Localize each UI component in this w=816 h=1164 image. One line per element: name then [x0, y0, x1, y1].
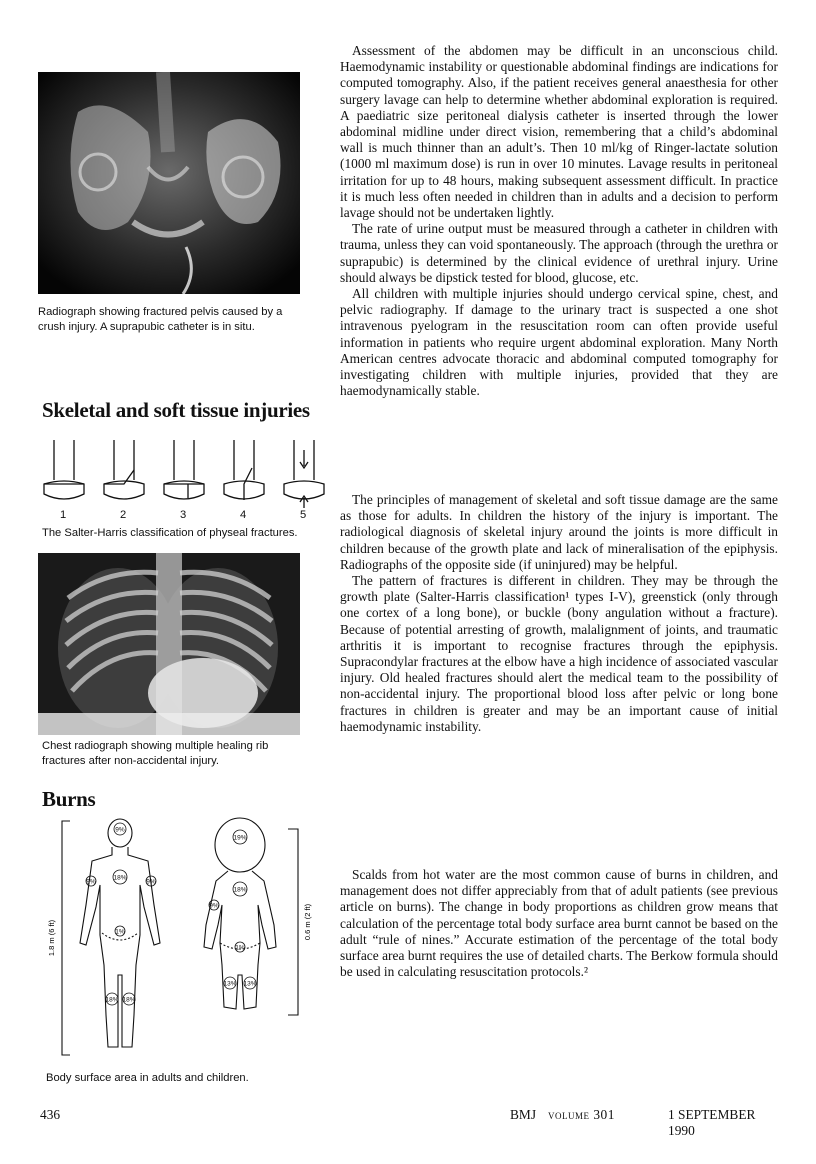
adult-perineum-pct: 1%	[115, 928, 125, 936]
burns-heading: Burns	[42, 787, 96, 811]
skeletal-heading: Skeletal and soft tissue injuries	[42, 398, 310, 422]
child-head-pct: 19%	[233, 834, 247, 842]
child-arm-pct: 9%	[209, 902, 219, 910]
journal-name: BMJ	[510, 1107, 537, 1122]
adult-trunk-pct: 18%	[113, 874, 127, 882]
body-chart-caption: Body surface area in adults and children.	[46, 1072, 249, 1084]
issue-date: 1 SEPTEMBER 1990	[668, 1107, 756, 1138]
sh-type-1-label: 1	[60, 509, 67, 521]
page-footer	[40, 1107, 780, 1138]
adult-height-label: 1.8 m (6 ft)	[47, 919, 56, 957]
abdomen-section	[340, 43, 778, 399]
pelvis-radiograph	[38, 72, 300, 294]
chest-radiograph-image	[38, 553, 300, 735]
sh-type-2-label: 2	[120, 509, 127, 521]
abdomen-paragraph-1: Assessment of the abdomen may be difficult in an unconscious child. Haemodynamic instability or questionable abdominal findings are indications for computed tomography. Also, if the patient receives general anaesthesia for other surgery lavage can help to determine whether abdominal exploration is required. A paediatric size peritoneal dialysis catheter is inserted through the lower abdominal midline under direct vision, remembering that a child’s abdominal wall is much thinner than an adult’s. Then 10 ml/kg of Ringer-lactate solution (1000 ml maximum dose) is run in over 10 minutes. Lavage results in peritoneal irritation for up to 48 hours, making subsequent assessment difficult. In practice it is much less often needed in children than in adults and a decision to perform lavage should not be undertaken lightly.	[340, 43, 778, 221]
child-trunk-pct: 18%	[233, 886, 247, 894]
adult-arm-right-pct: 9%	[86, 878, 96, 886]
body-surface-figures	[40, 815, 330, 1065]
abdomen-paragraph-2: The rate of urine output must be measured through a catheter in children with trauma, unless they can void spontaneously. The approach (through the urethra or suprapubic) is determined by the clinical evidence of urethral injury. Urine should always be dipstick tested for blood, glucose, etc.	[340, 221, 778, 285]
child-height-label: 0.6 m (2 ft)	[303, 903, 312, 941]
child-perineum-pct: 1%	[235, 944, 245, 952]
abdomen-paragraph-3: All children with multiple injuries should undergo cervical spine, chest, and pelvic radiography. If damage to the urinary tract is suspected a one shot intravenous pyelogram in the resuscitation room can often provide useful information in patients who require urgent abdominal exploration. Many North American centres advocate thoracic and abdominal computed tomography for investigating children with multiple injuries, provided that they are haemodynamically stable.	[340, 286, 778, 399]
pelvis-caption: Radiograph showing fractured pelvis caused by a crush injury. A suprapubic catheter is in situ.	[38, 306, 283, 333]
skeletal-paragraph-1: The principles of management of skeletal and soft tissue damage are the same as those for adults. In children the history of the injury is important. The radiological diagnosis of skeletal injury around the joints is more difficult in children because of the growth plate and lack of mineralisation of the epiphysis. Radiographs of the opposite side (if uninjured) may be helpful.	[340, 492, 778, 572]
chest-caption: Chest radiograph showing multiple healing rib fractures after non-accidental injury.	[42, 740, 269, 767]
burns-section	[340, 867, 778, 980]
page-number: 436	[40, 1107, 61, 1122]
skeletal-paragraph-2: The pattern of fractures is different in children. They may be through the growth plate (Salter-Harris classification¹ types I-V), greenstick (only through one cortex of a long bone), or buckle (bony angulation without a fracture). Because of potential arresting of growth, malalignment of joints, and traumatic arthritis it is important to recognise fractures through the epiphysis. Supracondylar fractures at the elbow have a high incidence of associated vascular injury. Old healed fractures should alert the medical team to the possibility of non-accidental injury. The proportional blood loss after pelvic or long bone fractures in children is greater and may be an important cause of initial haemodynamic instability.	[340, 573, 778, 734]
burns-paragraph: Scalds from hot water are the most common cause of burns in children, and management does not differ appreciably from that of adult patients (see previous article on burns). The change in body proportions as children grow means that calculation of the percentage total body surface area burnt cannot be based on the adult “rule of nines.” Accurate estimation of the percentage of the total body surface area burnt requires the use of detailed charts. The Berkow formula should be used in calculating resuscitation protocols.²	[340, 867, 778, 980]
journal-volume: volume 301	[548, 1107, 615, 1122]
sh-type-3-label: 3	[180, 509, 187, 521]
pelvis-radiograph-image	[38, 72, 300, 294]
adult-arm-left-pct: 9%	[146, 878, 156, 886]
child-leg-right-pct: 13%	[223, 980, 237, 988]
sh-type-4-label: 4	[240, 509, 247, 521]
skeletal-section	[340, 492, 778, 735]
child-leg-left-pct: 13%	[243, 980, 257, 988]
sh-type-5-label: 5	[300, 509, 307, 521]
adult-leg-left-pct: 18%	[122, 996, 136, 1004]
chest-radiograph	[38, 553, 300, 735]
body-surface-chart	[40, 815, 330, 1065]
salter-harris-diagram	[38, 432, 338, 524]
salter-harris-caption: The Salter-Harris classification of physeal fractures.	[42, 527, 298, 539]
adult-head-pct: 9%	[115, 826, 125, 834]
adult-leg-right-pct: 18%	[105, 996, 119, 1004]
salter-harris-drawings	[38, 432, 338, 524]
